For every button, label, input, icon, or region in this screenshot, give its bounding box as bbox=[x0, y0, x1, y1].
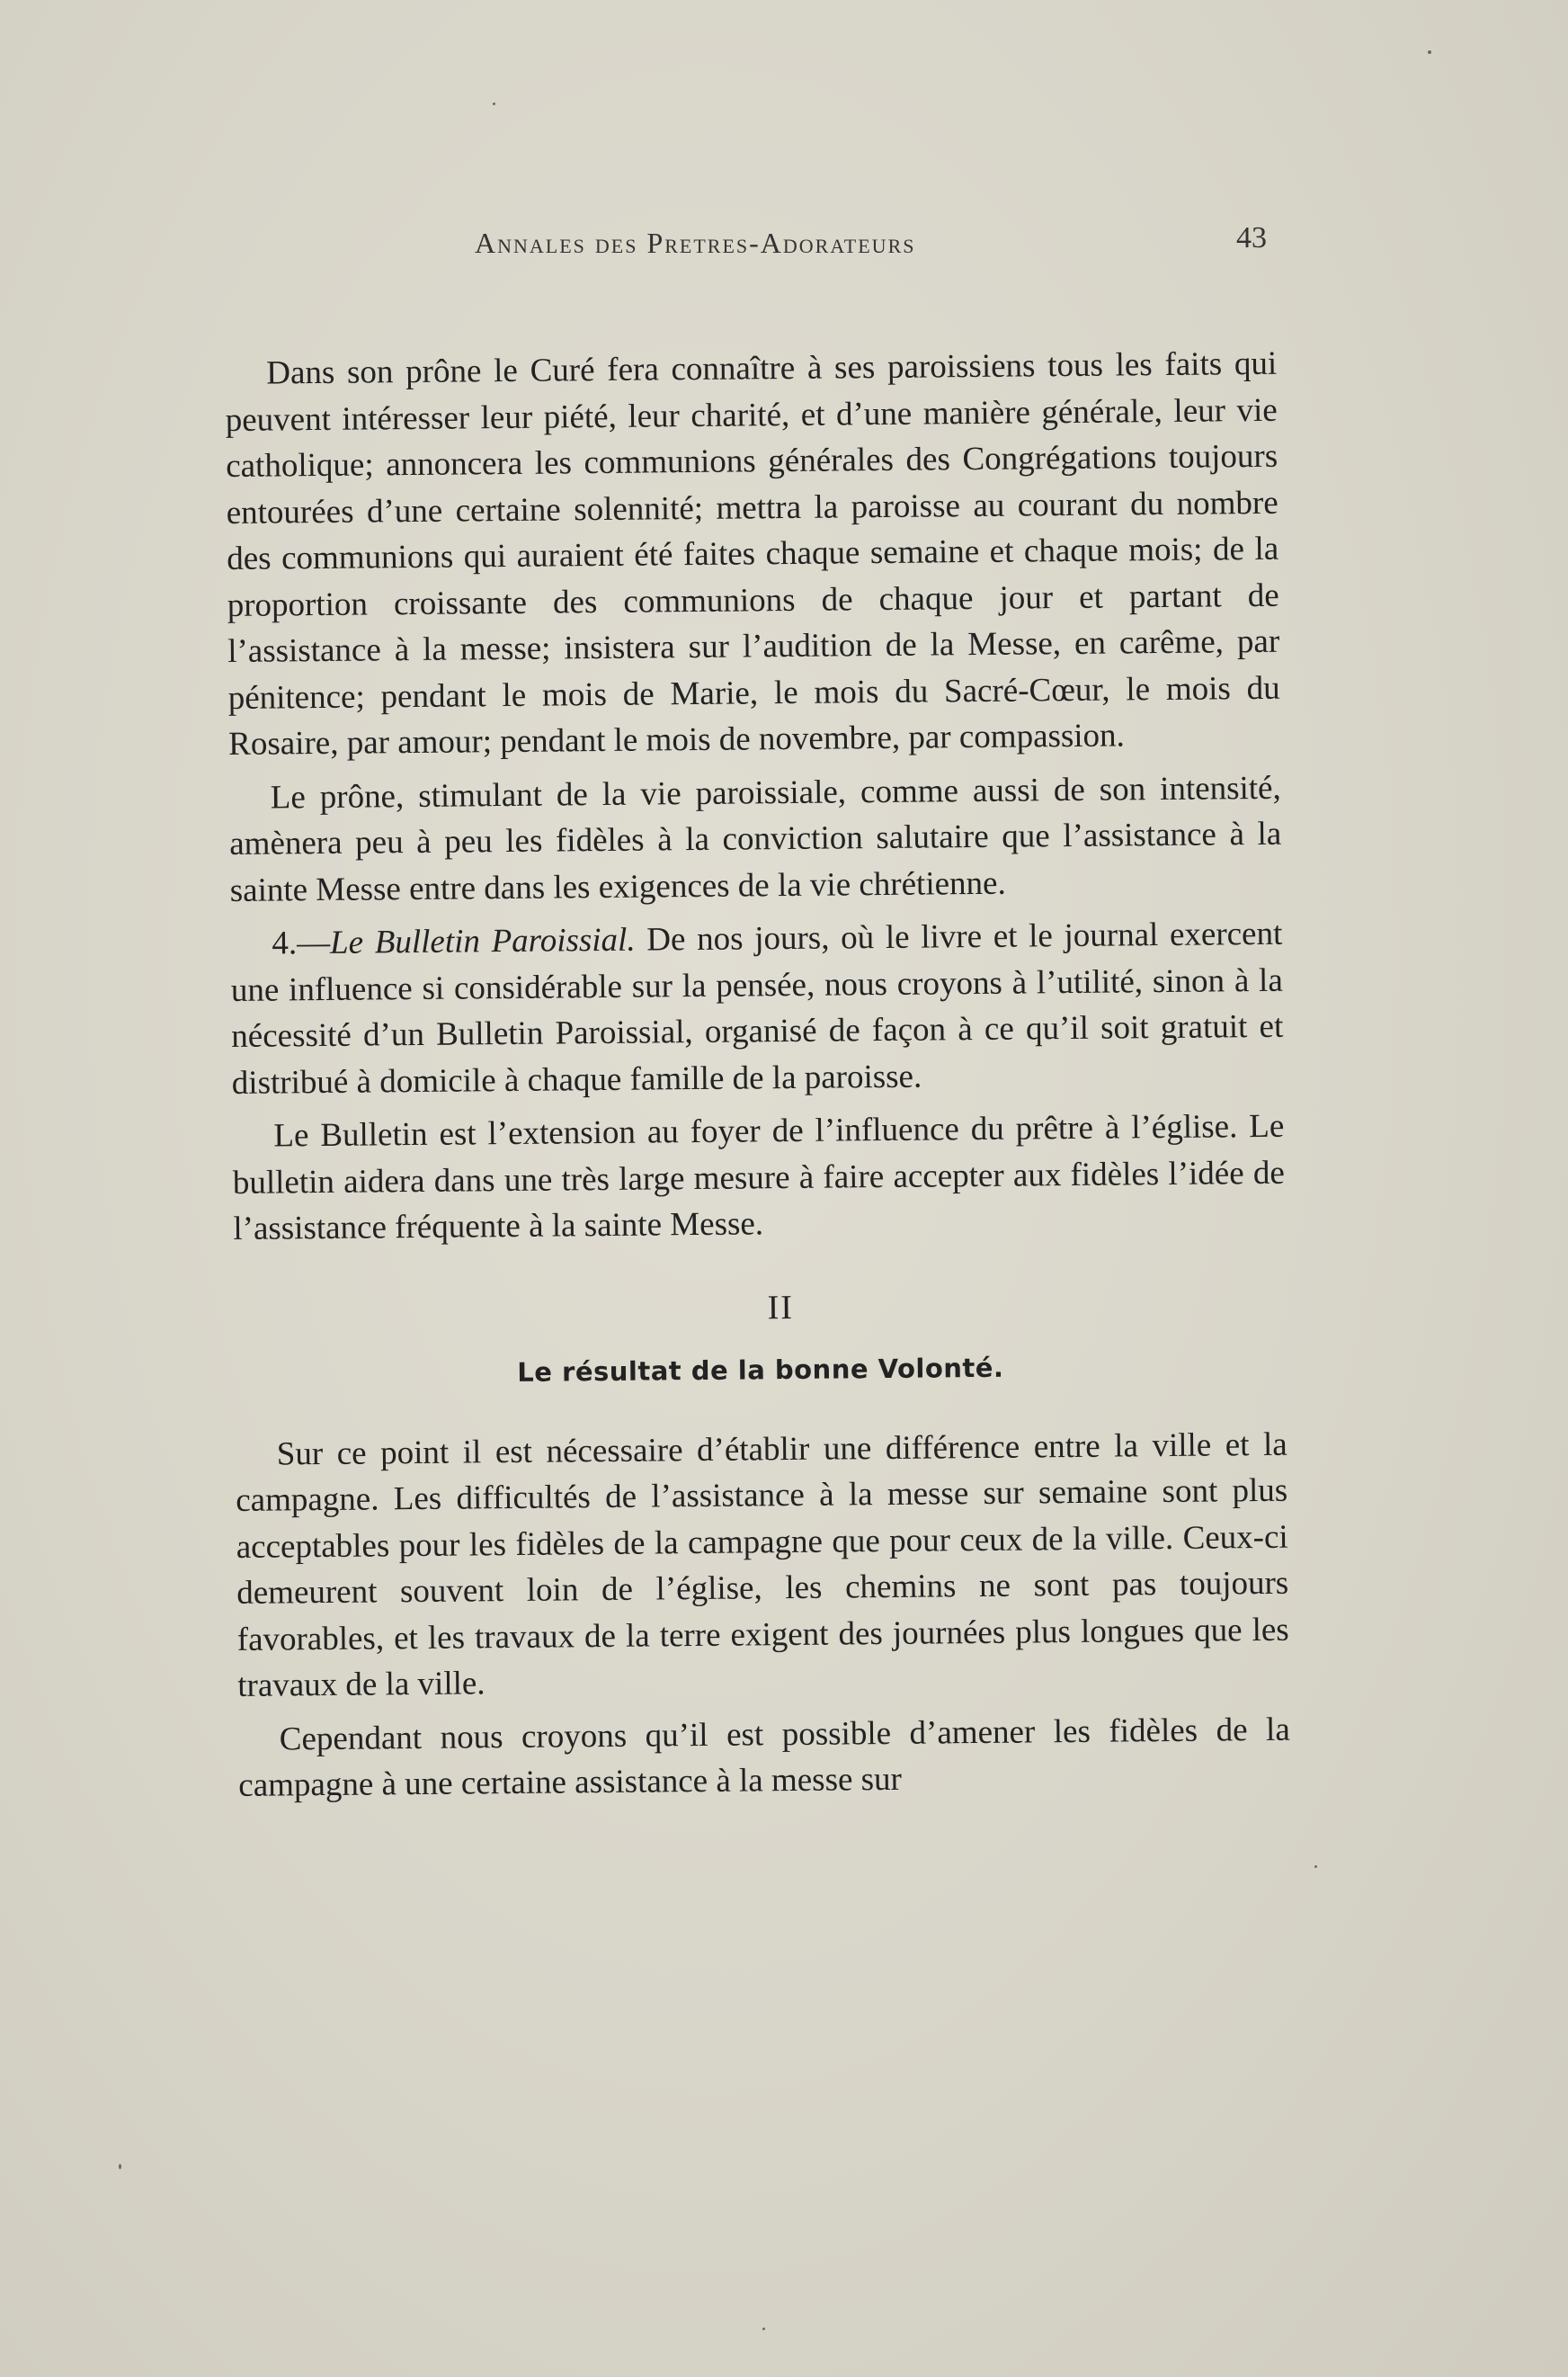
paragraph-ville-campagne: Sur ce point il est nécessaire d’établir une différence entre la ville et la campagne. Les difficultés de l’assistance à la messe sur semaine sont plus acceptables pour les fidèles de la campagne que pour ceux de la ville. Ceux-ci demeurent souvent loin de l’église, les chemins ne sont pas toujours favorables, et les travaux de la terre exigent des journées plus longues que les travaux de la ville. bbox=[236, 1425, 1289, 1704]
paragraph-bulletin-paroissial bbox=[230, 911, 1284, 1106]
paper-speck bbox=[1314, 1865, 1317, 1868]
paragraph-prone-stimulant: Le prône, stimulant de la vie paroissiale, comme aussi de son intensité, amènera peu à peu les fidèles à la conviction salutaire que l’assistance à la sainte Messe entre dans les exigences de la vie chrétienne. bbox=[229, 769, 1282, 909]
section-number: II bbox=[767, 1288, 795, 1327]
paragraph-bulletin-extension: Le Bulletin est l’extension au foyer de l’influence du prêtre à l’église. Le bulletin aidera dans une très large mesure à faire accepter aux fidèles l’idée de l’assistance fréquente à la sainte Messe. bbox=[232, 1107, 1286, 1247]
item-title: Le Bulletin Paroissial. bbox=[329, 921, 636, 961]
paper-speck bbox=[762, 2328, 765, 2330]
paper-speck bbox=[1428, 50, 1431, 54]
item-number: 4.— bbox=[272, 924, 331, 962]
paragraph-prone-announcements: Dans son prône le Curé fera connaître à ses paroissiens tous les faits qui peuvent intéresser leur piété, leur charité, et d’une manière générale, leur vie catholique; annoncera les communions générales des Congrégations toujours entourées d’une certaine solennité; mettra la paroisse au courant du nombre des communions qui auraient été faites chaque semaine et chaque mois; de la proportion croissante des communions de chaque jour et partant de l’assistance à la messe; insistera sur l’audition de la Messe, en carême, par pénitence; pendant le mois de Marie, le mois du Sacré-Cœur, le mois du Rosaire, par amour; pendant le mois de novembre, par compassion. bbox=[225, 344, 1280, 763]
paragraph-cependant: Cependant nous croyons qu’il est possible d’amener les fidèles de la campagne à une certaine assistance à la messe sur bbox=[238, 1711, 1290, 1804]
page-number: 43 bbox=[1236, 221, 1267, 255]
section-title: Le résultat de la bonne Volonté. bbox=[517, 1352, 1004, 1388]
body-text bbox=[225, 341, 1291, 1817]
running-header: Annales des Pretres-Adorateurs bbox=[475, 227, 916, 259]
paper-speck bbox=[119, 2164, 121, 2169]
item-text: De nos jours, où le livre et le journal exercent une influence si considérable sur la pensée, nous croyons à l’utilité, sinon à la nécessité d’un Bulletin Paroissial, organisé de façon à ce qu’il soit gratuit et distribué à domicile à chaque famille de la paroisse. bbox=[230, 915, 1284, 1102]
paper-speck bbox=[493, 103, 495, 105]
